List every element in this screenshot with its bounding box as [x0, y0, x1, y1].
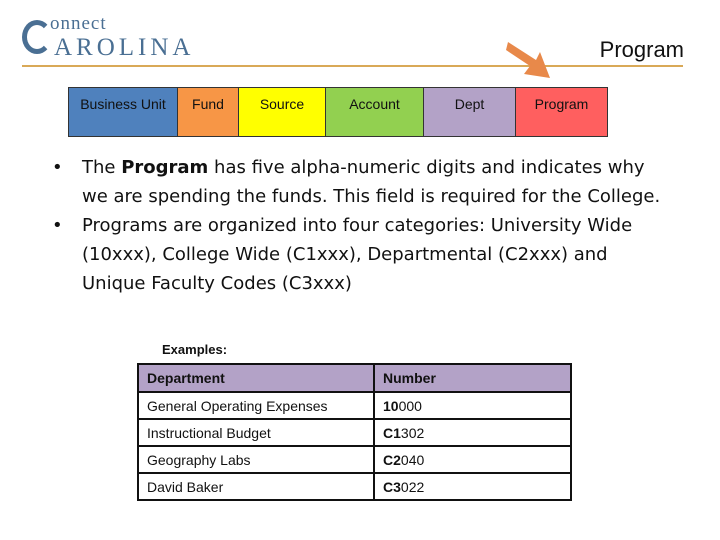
cell-number: [374, 473, 571, 500]
examples-table: [137, 363, 572, 501]
examples-label: Examples:: [162, 342, 228, 357]
number-rest: 302: [400, 424, 425, 441]
number-rest: 040: [400, 451, 425, 468]
chartfield-segment-bar: [68, 87, 608, 137]
bullet-text-pre: The: [82, 157, 122, 178]
logo-carolina-text: AROLINA: [54, 34, 195, 61]
segment-program: [516, 87, 608, 137]
segment-label: Source: [259, 96, 305, 112]
bullet-list: [52, 153, 662, 298]
header-divider: [22, 65, 683, 67]
segment-label: Program: [534, 96, 589, 112]
bullet-item: [52, 153, 662, 211]
cell-number: [374, 419, 571, 446]
header-number: Number: [374, 364, 571, 392]
cell-department: General Operating Expenses: [138, 392, 374, 419]
segment-label: Business Unit: [80, 96, 166, 112]
connect-carolina-logo: [22, 14, 222, 60]
segment-source: [239, 87, 326, 137]
segment-account: [326, 87, 424, 137]
cell-department: Geography Labs: [138, 446, 374, 473]
number-rest: 022: [400, 478, 425, 495]
number-prefix: C2: [383, 451, 401, 468]
table-header-row: [138, 364, 571, 392]
cell-number: [374, 446, 571, 473]
segment-business-unit: [68, 87, 178, 137]
header-department: Department: [138, 364, 374, 392]
table-row: [138, 419, 571, 446]
arrow-down-right-icon: [506, 38, 554, 80]
cell-number: [374, 392, 571, 419]
bullet-text-pre: Programs are organized into four categories: University Wide (10xxx), College Wide (C1xxx), Departmental (C2xxx) and Unique Faculty Codes (C3xxx): [82, 215, 633, 294]
logo-c-mark: [22, 20, 52, 54]
cell-department: Instructional Budget: [138, 419, 374, 446]
slide-title: Program: [599, 37, 684, 62]
segment-label: Fund: [192, 96, 224, 112]
bullet-dot: •: [52, 157, 63, 178]
bullet-item: [52, 211, 662, 298]
logo-connect-text: onnect: [50, 13, 107, 34]
table-row: [138, 392, 571, 419]
bullet-text-post: has five alpha-numeric digits and indicates why we are spending the funds. This field is required for the College.: [82, 157, 661, 207]
number-rest: 000: [398, 397, 422, 414]
table-row: [138, 446, 571, 473]
segment-fund: [178, 87, 239, 137]
cell-department: David Baker: [138, 473, 374, 500]
bullet-dot: •: [52, 215, 63, 236]
number-prefix: 10: [383, 397, 399, 414]
segment-label: Account: [349, 96, 400, 112]
bullet-text-bold: Program: [121, 157, 209, 178]
number-prefix: C3: [383, 478, 401, 495]
number-prefix: C1: [383, 424, 401, 441]
segment-label: Dept: [454, 96, 485, 112]
segment-dept: [424, 87, 516, 137]
table-row: [138, 473, 571, 500]
